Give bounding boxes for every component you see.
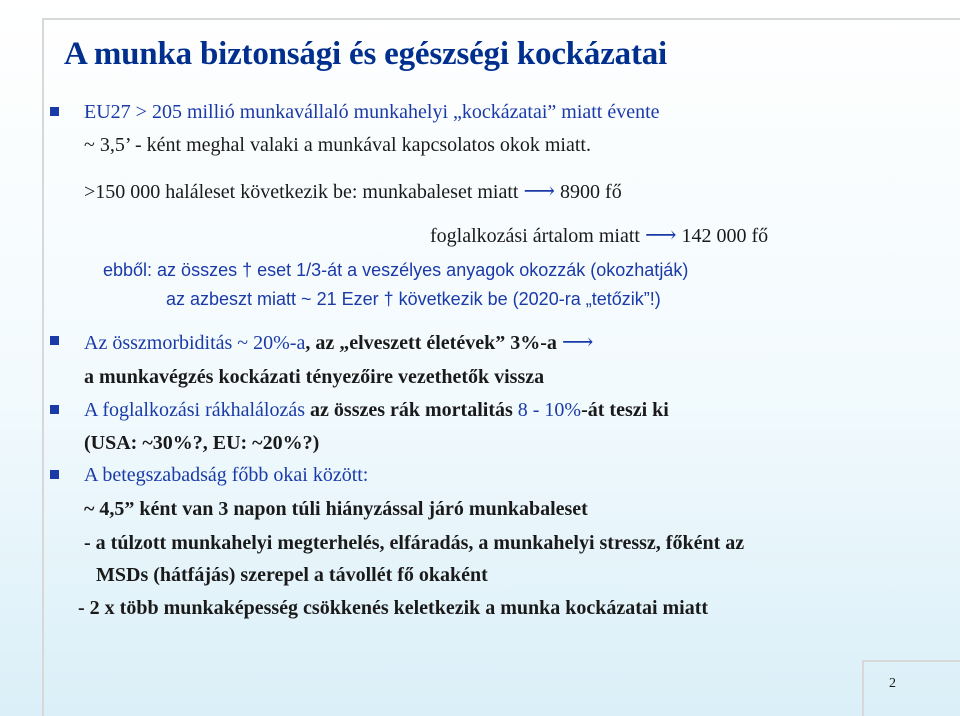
bullet-4-line-2 bbox=[84, 498, 588, 521]
slide-title: A munka biztonsági és egészségi kockázatai bbox=[64, 36, 668, 72]
bullet-4-line-5: - 2 x több munkaképesség csökkenés keletkezik a munka kockázatai miatt bbox=[78, 597, 709, 619]
cancer-suffix-text: -át teszi ki bbox=[581, 399, 669, 421]
page-number-frame-horizontal bbox=[862, 660, 960, 662]
bullet-1-line-2: ~ 3,5’ - ként meghal valaki a munkával kapcsolatos okok miatt. bbox=[84, 134, 591, 156]
lost-years-text: , az „elveszett életévek” 3%-a bbox=[305, 332, 562, 354]
cancer-percentage: 8 - 10% bbox=[517, 399, 582, 421]
accident-rate-text: ” ként van 3 napon túli hiányzással járó munkabaleset bbox=[124, 498, 588, 520]
arrow-right-icon: ⟶ bbox=[523, 178, 556, 203]
bullet-1-line-4 bbox=[430, 222, 768, 248]
bullet-3-line-2: (USA: ~30%?, EU: ~20%?) bbox=[84, 432, 320, 454]
morbidity-text: Az összmorbiditás ~ 20%-a bbox=[84, 332, 306, 354]
bullet-4-line-3: - a túlzott munkahelyi megterhelés, elfáradás, a munkahelyi stressz, főként az bbox=[84, 532, 745, 554]
bullet-4-line-1: A betegszabadság főbb okai között: bbox=[84, 464, 369, 486]
bullet-1-line-6: az azbeszt miatt ~ 21 Ezer † következik be (2020-ra „tetőzik”!) bbox=[166, 289, 661, 309]
occupational-harm-text: foglalkozási ártalom miatt bbox=[430, 225, 645, 247]
deaths-text: >150 000 haláleset következik be: munkabaleset miatt bbox=[84, 181, 524, 203]
bullet-4-line-4: MSDs (hátfájás) szerepel a távollét fő okaként bbox=[96, 564, 488, 586]
bullet-square-icon bbox=[50, 470, 59, 479]
accident-deaths-text: 8900 fő bbox=[555, 181, 622, 203]
bullet-3-line-1 bbox=[84, 399, 669, 422]
page-number-frame-vertical bbox=[862, 660, 864, 716]
bullet-1-line-5: ebből: az összes † eset 1/3-át a veszélyes anyagok okozzák (okozhatják) bbox=[103, 260, 689, 280]
page-number: 2 bbox=[889, 676, 896, 691]
accident-rate-value: ~ 4,5 bbox=[84, 498, 125, 520]
arrow-right-icon: ⟶ bbox=[644, 222, 677, 247]
bullet-2-line-1 bbox=[84, 329, 593, 355]
occupational-deaths-text: 142 000 fő bbox=[676, 225, 769, 247]
arrow-right-icon: ⟶ bbox=[561, 329, 594, 354]
bullet-square-icon bbox=[50, 107, 59, 116]
bullet-2-line-2: a munkavégzés kockázati tényezőire vezethetők vissza bbox=[84, 366, 545, 388]
bullet-1-line-3 bbox=[84, 178, 622, 204]
bullet-square-icon bbox=[50, 336, 59, 345]
frame-left-line bbox=[42, 18, 44, 716]
cancer-mortality-text: az összes rák mortalitás bbox=[305, 399, 518, 421]
frame-top-line bbox=[42, 18, 960, 20]
bullet-square-icon bbox=[50, 405, 59, 414]
bullet-1-line-1: EU27 > 205 millió munkavállaló munkahelyi „kockázatai” miatt évente bbox=[84, 101, 660, 123]
cancer-mortality-label: A foglalkozási rákhalálozás bbox=[84, 399, 306, 421]
